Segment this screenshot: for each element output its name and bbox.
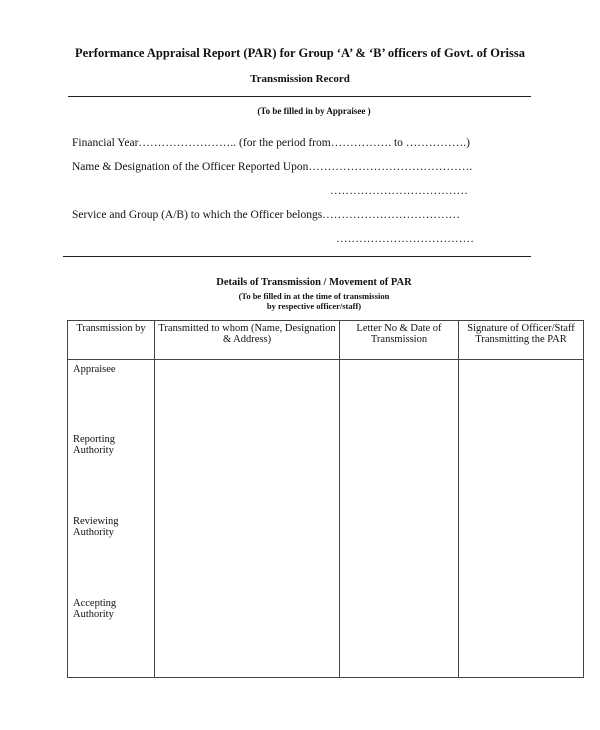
fill-note: (To be filled in by Appraisee ) xyxy=(257,106,371,116)
row-labels-cell xyxy=(68,360,155,678)
name-designation-continuation: ……………………………… xyxy=(330,185,468,197)
transmission-table xyxy=(67,320,584,678)
section-note-line2: by respective officer/staff) xyxy=(266,301,362,311)
letter-no-date-cell[interactable] xyxy=(340,360,459,678)
service-group-field: Service and Group (A/B) to which the Officer belongs……………………………… xyxy=(72,209,461,221)
section-title: Details of Transmission / Movement of PAR xyxy=(216,277,412,288)
table-header-row xyxy=(68,321,584,360)
header-signature: Signature of Officer/Staff Transmitting the PAR xyxy=(459,321,584,360)
row-label-reviewing-authority: Reviewing Authority xyxy=(73,516,119,539)
section-divider xyxy=(63,256,531,257)
row-label-reporting-authority: Reporting Authority xyxy=(73,434,115,457)
financial-year-field: Financial Year…………………….. (for the period from……………. to …………….) xyxy=(72,137,470,149)
top-divider xyxy=(68,96,531,97)
signature-cell[interactable] xyxy=(459,360,584,678)
header-letter-no-date: Letter No & Date of Transmission xyxy=(340,321,459,360)
service-group-continuation: ……………………………… xyxy=(336,233,474,245)
document-subtitle: Transmission Record xyxy=(250,73,350,85)
transmitted-to-cell[interactable] xyxy=(155,360,340,678)
name-designation-field: Name & Designation of the Officer Reported Upon……………………………………. xyxy=(72,161,473,173)
document-title: Performance Appraisal Report (PAR) for Group ‘A’ & ‘B’ officers of Govt. of Orissa xyxy=(75,46,525,60)
row-label-accepting-authority: Accepting Authority xyxy=(73,598,117,621)
header-transmitted-to: Transmitted to whom (Name, Designation & Address) xyxy=(155,321,340,360)
row-label-appraisee: Appraisee xyxy=(73,364,116,375)
section-note-line1: (To be filled in at the time of transmission xyxy=(238,291,390,301)
table-body-row xyxy=(68,360,584,678)
header-transmission-by: Transmission by xyxy=(68,321,155,360)
